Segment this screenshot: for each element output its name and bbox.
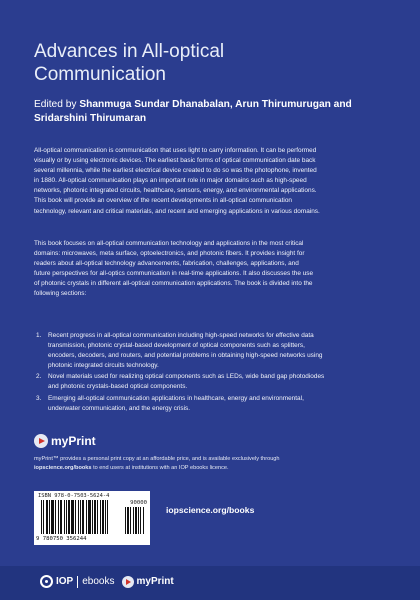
barcode-digits: 9 780750 356244 xyxy=(36,536,87,542)
description-paragraph-2 xyxy=(34,239,392,300)
text-line: Emerging all-optical communication applications in healthcare, energy and environmental, xyxy=(48,394,304,402)
editors-credit xyxy=(34,98,394,126)
text-line: in 1880. All-optical communication plays an important role in major domains such as high-speed xyxy=(34,177,307,185)
price-code: 90000 xyxy=(130,500,147,506)
list-number: 3. xyxy=(36,394,42,402)
website-link[interactable]: iopscience.org/books xyxy=(166,505,255,515)
text-line: future perspectives for all-optics communication in real-time applications. It also discusses the use xyxy=(34,270,314,278)
text-line: This book focuses on all-optical communication technology and applications in the most critical xyxy=(34,240,304,247)
text-line: Recent progress in all-optical communication including high-speed networks for effective data xyxy=(48,332,314,339)
text-line: several millennia, while the earliest electrical device created to do so was the photophone, invented xyxy=(34,167,317,175)
myprint-desc-rest: to end users at institutions with an IOP ebooks licence. xyxy=(91,464,229,471)
list-text xyxy=(48,394,304,414)
text-line: This book will provide an overview of the recent developments in all-optical communication xyxy=(34,197,292,205)
barcode-bar xyxy=(143,507,144,534)
list-text xyxy=(48,372,324,392)
iop-logo-icon xyxy=(40,575,53,588)
logo-divider xyxy=(77,576,78,588)
list-number: 1. xyxy=(36,332,42,339)
isbn-barcode xyxy=(34,491,150,545)
description-paragraph-1 xyxy=(34,146,392,217)
title-line: Communication xyxy=(34,64,166,85)
text-line: myPrint™ provides a personal print copy at an affordable price, and is available exclusively through xyxy=(34,456,280,462)
text-line: visually or by using electronic devices. The earliest basic forms of optical communication date back xyxy=(34,157,316,165)
editors-line-1 xyxy=(34,98,394,112)
barcode-addon-bars-icon xyxy=(125,507,147,534)
text-line: of photonic crystals in different all-optical communication applications. The book is divided into the xyxy=(34,280,313,288)
barcode-bars-icon xyxy=(41,500,121,534)
publisher-footer xyxy=(0,566,420,600)
text-line: following sections: xyxy=(34,290,87,298)
text-line: technology, relevant and critical materials, and recent and emerging applications in various domains. xyxy=(34,207,320,215)
text-line: networks, photonic integrated circuits, healthcare, sensors, energy, and environmental applications. xyxy=(34,187,317,195)
text-line: transmission, photonic crystal-based development of optical components such as splitters, xyxy=(48,342,305,350)
text-line: encoders, decoders, and routers, and potential problems in obtaining high-speed networks using xyxy=(48,352,323,360)
text-line: and photonic crystals-based optical components. xyxy=(48,383,188,391)
barcode-bar xyxy=(107,500,108,534)
myprint-url[interactable]: iopscience.org/books xyxy=(34,464,92,471)
iop-label: IOP xyxy=(56,576,74,587)
edited-by-label: Edited by xyxy=(34,99,77,110)
list-item xyxy=(34,372,394,392)
text-line xyxy=(34,464,394,473)
list-item xyxy=(34,331,394,371)
list-text xyxy=(48,331,322,371)
footer-myprint-label: myPrint xyxy=(136,576,174,587)
list-number: 2. xyxy=(36,373,42,381)
text-line: underwater communication, and the energy crisis. xyxy=(48,404,191,412)
text-line: All-optical communication is communication that uses light to carry information. It can be performed xyxy=(34,147,317,154)
publisher-logos xyxy=(40,575,174,588)
myprint-play-icon xyxy=(122,576,134,588)
editor-names: Shanmuga Sundar Dhanabalan, Arun Thirumurugan and xyxy=(79,99,352,110)
text-line: Novel materials used for realizing optical components such as LEDs, wide band gap photodiodes xyxy=(48,373,325,381)
text-line: domains: microwaves, meta surface, optoelectronics, and photonic fibers. It provides insight for xyxy=(34,250,305,258)
sections-list xyxy=(34,331,394,415)
myprint-label: myPrint xyxy=(51,434,96,448)
myprint-logo xyxy=(34,434,96,448)
text-line: readers about all-optical technology advancements, fabrication, challenges, applications, and xyxy=(34,260,299,268)
editors-line-2: Sridarshini Thirumaran xyxy=(34,113,147,124)
ebooks-label: ebooks xyxy=(82,576,115,587)
isbn-number: ISBN 978-0-7503-5624-4 xyxy=(38,493,110,499)
myprint-description xyxy=(34,455,394,472)
list-item xyxy=(34,394,394,414)
title-line: Advances in All-optical xyxy=(34,41,225,62)
book-title xyxy=(34,40,394,86)
text-line: photonic integrated circuits technology. xyxy=(48,362,159,370)
myprint-play-icon xyxy=(34,434,48,448)
